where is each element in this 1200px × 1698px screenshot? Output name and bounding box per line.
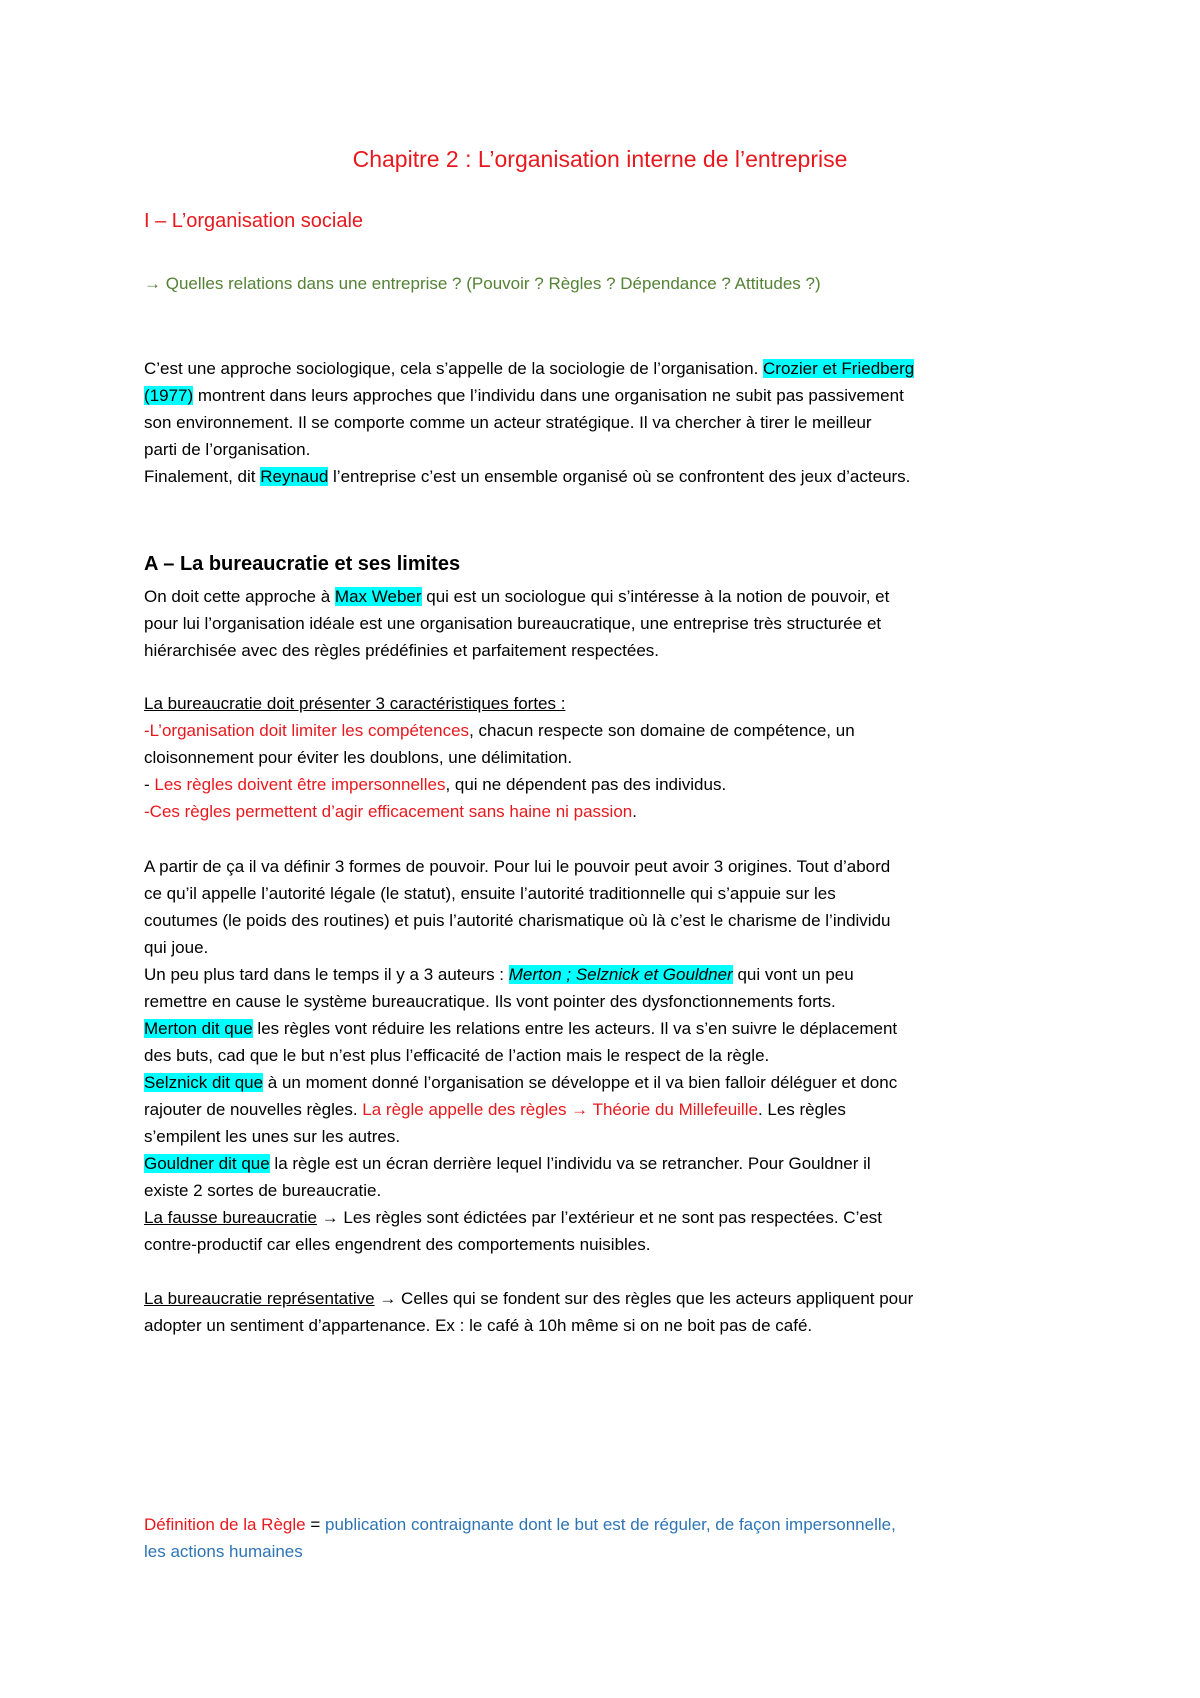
highlight-crozier: Crozier et Friedberg <box>763 359 915 378</box>
highlight-reynaud: Reynaud <box>260 467 329 486</box>
highlight-selznick: Selznick dit que <box>144 1073 264 1092</box>
section-heading-organisation-sociale: I – L’organisation sociale <box>144 210 364 232</box>
rule-definition: Définition de la Règle = publication contraignante dont le but est de réguler, de façon impersonnelle, les actions humaines <box>144 1515 896 1561</box>
characteristics-heading: La bureaucratie doit présenter 3 caractéristiques fortes : <box>144 694 566 713</box>
highlight-merton: Merton dit que <box>144 1019 253 1038</box>
highlight-authors: Merton ; Selznick et Gouldner <box>508 965 733 984</box>
highlight-weber: Max Weber <box>334 587 422 606</box>
guiding-question: → Quelles relations dans une entreprise ? (Pouvoir ? Règles ? Dépendance ? Attitudes ?) <box>144 274 821 293</box>
section-heading-bureaucratie: A – La bureaucratie et ses limites <box>144 553 461 575</box>
highlight-gouldner: Gouldner dit que <box>144 1154 270 1173</box>
characteristics-list: La bureaucratie doit présenter 3 caractéristiques fortes : -L’organisation doit limiter les compétences, chacun respecte son domaine de compétence, un cloisonnement pour éviter les doublons, une délimitation. - Les règles doivent être impersonnelles, qui ne dépendent pas des individus. -Ces règles permettent d’agir efficacement sans haine ni passion. <box>144 690 1064 825</box>
intro-paragraph: C’est une approche sociologique, cela s’appelle de la sociologie de l’organisation. Crozier et Friedberg (1977) montrent dans leurs approches que l’individu dans une organisation ne subit pas passivement son environnement. Il se comporte comme un acteur stratégique. Il va chercher à tirer le meilleur parti de l’organisation. Finalement, dit Reynaud l’entreprise c’est un ensemble organisé où se confrontent des jeux d’acteurs. <box>144 359 915 486</box>
highlight-1977: (1977) <box>144 386 194 405</box>
power-forms-paragraph: A partir de ça il va définir 3 formes de pouvoir. Pour lui le pouvoir peut avoir 3 origines. Tout d’abord ce qu’il appelle l’autorité légale (le statut), ensuite l’autorité traditionnelle qui s’appuie sur les coutumes (le poids des routines) et puis l’autorité charismatique où là c’est le charisme de l’individu qui joue. Un peu plus tard dans le temps il y a 3 auteurs : Merton ; Selznick et Gouldner qui vont un peu remettre en cause le système bureaucratique. Ils vont pointer des dysfonctionnements forts. Merton dit que les règles vont réduire les relations entre les acteurs. Il va s’en suivre le déplacement des buts, cad que le but n’est plus l’efficacité de l’action mais le respect de la règle. Selznick dit que à un moment donné l’organisation se développe et il va bien falloir déléguer et donc rajouter de nouvelles règles. La règle appelle des règles → Théorie du Millefeuille. Les règles s’empilent les unes sur les autres. Gouldner dit que la règle est un écran derrière lequel l’individu va se retrancher. Pour Gouldner il existe 2 sortes de bureaucratie. La fausse bureaucratie → Les règles sont édictées par l’extérieur et ne sont pas respectées. C’est contre-productif car elles engendrent des comportements nuisibles. La bureaucratie représentative → Celles qui se fondent sur des règles que les acteurs appliquent pour adopter un sentiment d’appartenance. Ex : le café à 10h même si on ne boit pas de café. <box>144 857 914 1335</box>
weber-paragraph: On doit cette approche à Max Weber qui est un sociologue qui s’intéresse à la notion de pouvoir, et pour lui l’organisation idéale est une organisation bureaucratique, une entreprise très structurée et hiérarchisée avec des règles prédéfinies et parfaitement respectées. <box>144 587 890 660</box>
chapter-title: Chapitre 2 : L’organisation interne de l’entreprise <box>352 146 848 172</box>
